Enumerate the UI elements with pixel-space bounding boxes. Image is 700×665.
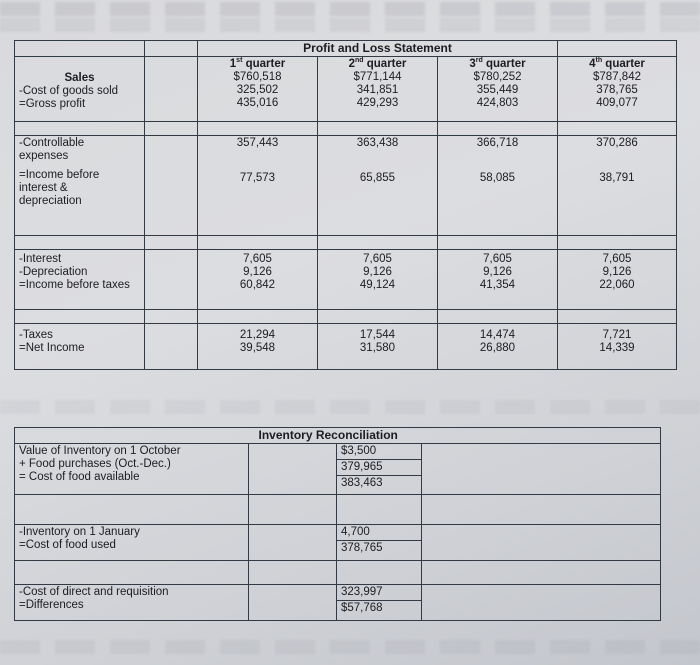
cogs-label: -Cost of goods sold — [19, 85, 119, 97]
q1-taxes: 21,294 — [239, 329, 276, 341]
q4-sales: $787,842 — [593, 71, 641, 83]
q4-operating — [558, 136, 677, 236]
income-before-taxes-label: =Income before taxes — [19, 279, 130, 291]
q1-operating — [198, 136, 318, 236]
food-available-value: 383,463 — [341, 477, 383, 489]
sales-label: Sales — [64, 72, 95, 84]
controllable-label-line1: -Controllable — [19, 137, 85, 149]
q2-gross: 429,293 — [356, 97, 399, 109]
q4-depreciation: 9,126 — [602, 266, 632, 278]
q4-net: 14,339 — [599, 342, 635, 354]
q4-interest: 7,605 — [602, 253, 632, 265]
ebitda-label-line2: interest & — [19, 182, 68, 194]
profit-and-loss-table — [14, 40, 677, 370]
food-available-label: = Cost of food available — [19, 471, 140, 483]
q2-tax-block — [318, 324, 438, 370]
gross-profit-label: =Gross profit — [19, 98, 86, 110]
bleed-through-text — [0, 400, 700, 414]
q3-interest-block — [438, 250, 558, 310]
quarter-4-column — [558, 57, 677, 122]
q3-net: 26,880 — [479, 342, 516, 354]
q1-interest: 7,605 — [243, 253, 272, 265]
cost-of-food-used-value: 378,765 — [341, 542, 383, 554]
q4-cogs: 378,765 — [596, 84, 638, 96]
interest-labels-block — [15, 250, 145, 310]
inventory-labels-2 — [15, 525, 249, 561]
inventory-labels-1 — [15, 444, 249, 495]
net-income-label: =Net Income — [19, 342, 85, 354]
q4-gross: 409,077 — [596, 97, 638, 109]
q4-ebitda: 38,791 — [599, 172, 635, 184]
q4-taxes: 7,721 — [602, 329, 632, 341]
q3-controllable: 366,718 — [476, 137, 519, 149]
closing-inventory-value: 4,700 — [337, 525, 421, 541]
q3-ebitda: 58,085 — [479, 172, 516, 184]
q2-ebitda: 65,855 — [359, 172, 396, 184]
differences-value: $57,768 — [341, 602, 383, 614]
q3-cogs: 355,449 — [476, 84, 519, 96]
q3-sales: $780,252 — [473, 71, 522, 83]
inventory-values-3 — [337, 585, 422, 621]
q1-controllable: 357,443 — [236, 137, 279, 149]
q4-tax-block — [558, 324, 677, 370]
q2-taxes: 17,544 — [359, 329, 396, 341]
q4-interest-block — [558, 250, 677, 310]
bleed-through-text — [0, 18, 700, 32]
q2-operating — [318, 136, 438, 236]
q2-sales: $771,144 — [353, 71, 402, 83]
q3-tax-block — [438, 324, 558, 370]
q2-depreciation: 9,126 — [363, 266, 392, 278]
q3-taxes: 14,474 — [479, 329, 516, 341]
q3-operating — [438, 136, 558, 236]
direct-requisition-label: -Cost of direct and requisition — [19, 586, 169, 598]
inventory-labels-3 — [15, 585, 249, 621]
pl-labels-block — [15, 57, 145, 122]
interest-label: -Interest — [19, 253, 62, 265]
q1-cogs: 325,502 — [236, 84, 279, 96]
opening-inventory-label: Value of Inventory on 1 October — [19, 445, 181, 457]
q1-ebt: 60,842 — [239, 279, 276, 291]
taxes-label: -Taxes — [19, 329, 53, 341]
opening-inventory-value: $3,500 — [337, 444, 421, 460]
operating-labels-block — [15, 136, 145, 236]
cost-of-food-used-label: =Cost of food used — [19, 539, 116, 551]
q2-cogs: 341,851 — [356, 84, 399, 96]
food-purchases-value: 379,965 — [337, 460, 421, 476]
q3-depreciation: 9,126 — [483, 266, 512, 278]
quarter-1-header: 1st quarter — [229, 57, 286, 70]
q1-sales: $760,518 — [233, 71, 282, 83]
q1-net: 39,548 — [239, 342, 276, 354]
direct-requisition-value: 323,997 — [337, 585, 421, 601]
controllable-label-line2: expenses — [19, 150, 69, 162]
q1-depreciation: 9,126 — [243, 266, 272, 278]
q1-gross: 435,016 — [236, 97, 279, 109]
pl-title: Profit and Loss Statement — [198, 41, 558, 57]
depreciation-label: -Depreciation — [19, 266, 88, 278]
quarter-2-column — [318, 57, 438, 122]
quarter-3-column — [438, 57, 558, 122]
q1-interest-block — [198, 250, 318, 310]
q2-controllable: 363,438 — [356, 137, 399, 149]
q2-interest: 7,605 — [363, 253, 392, 265]
q1-ebitda: 77,573 — [239, 172, 276, 184]
q1-tax-block — [198, 324, 318, 370]
q2-interest-block — [318, 250, 438, 310]
q3-ebt: 41,354 — [479, 279, 516, 291]
inventory-values-1 — [337, 444, 422, 495]
quarter-1-column — [198, 57, 318, 122]
quarter-2-header: 2nd quarter — [348, 57, 407, 70]
quarter-3-header: 3rd quarter — [469, 57, 526, 70]
tax-labels-block — [15, 324, 145, 370]
q3-interest: 7,605 — [483, 253, 512, 265]
q2-ebt: 49,124 — [359, 279, 396, 291]
inventory-values-2 — [337, 525, 422, 561]
bleed-through-text — [0, 2, 700, 16]
q2-net: 31,580 — [359, 342, 396, 354]
inventory-title: Inventory Reconciliation — [259, 428, 583, 444]
quarter-4-header: 4th quarter — [589, 57, 645, 70]
closing-inventory-label: -Inventory on 1 January — [19, 526, 140, 538]
bleed-through-text — [0, 640, 700, 654]
differences-label: =Differences — [19, 599, 84, 611]
q4-controllable: 370,286 — [596, 137, 638, 149]
ebitda-label-line1: =Income before — [19, 169, 100, 181]
inventory-reconciliation-table — [14, 427, 661, 621]
food-purchases-label: + Food purchases (Oct.-Dec.) — [19, 458, 171, 470]
q4-ebt: 22,060 — [599, 279, 635, 291]
q3-gross: 424,803 — [476, 97, 519, 109]
ebitda-label-line3: depreciation — [19, 195, 82, 207]
